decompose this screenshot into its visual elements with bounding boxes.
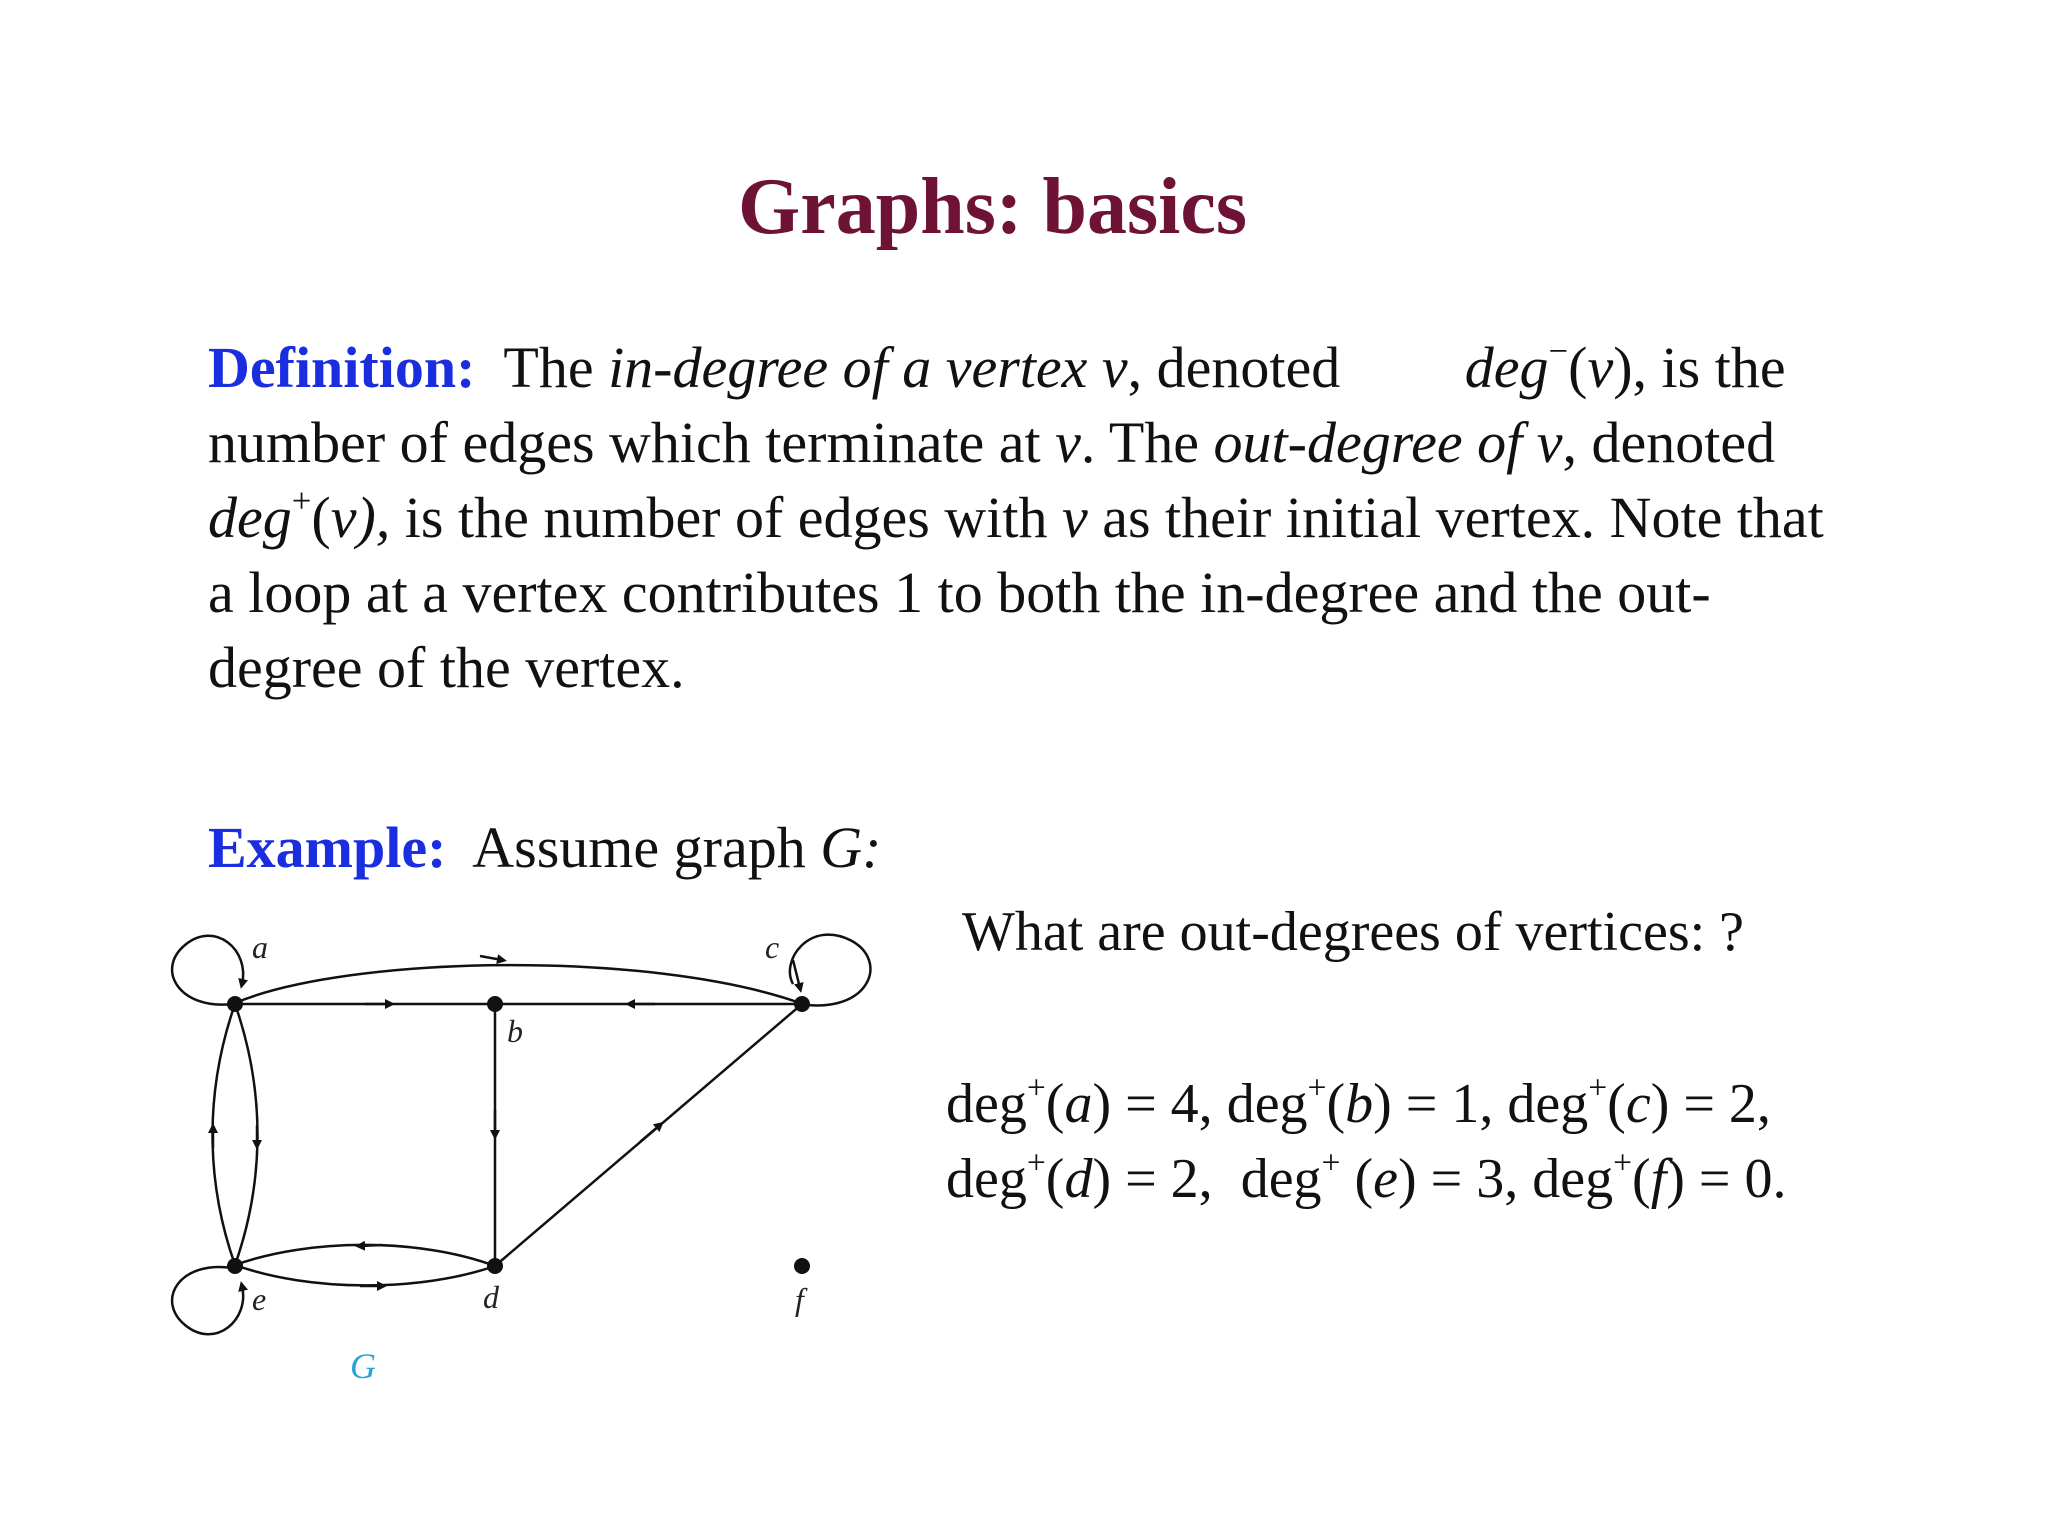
arrow-into-c [793,960,800,988]
answer-a-open-paren: ( [1045,1073,1065,1135]
answer-a-deg-plus-sup: + [1026,1069,1046,1107]
answer-c-deg-text: deg [1507,1073,1589,1135]
vertex-d [487,1258,503,1274]
vertex-label-c: c [765,929,780,965]
def-paren-open-2: ( [311,485,331,550]
answer-b-vertex-var: b [1345,1073,1374,1135]
def-text-3: , denoted [1127,335,1355,400]
answer-line-2 [946,1144,1787,1211]
answer-c-deg-plus-sup: + [1588,1069,1608,1107]
def-v-3: v [330,485,357,550]
arrow-a-c [480,956,502,960]
answer-d-deg-plus-sup: + [1026,1144,1046,1182]
def-text-1: The [503,335,609,400]
answer-b-open-paren: ( [1326,1073,1346,1135]
answer-e-vertex-var: e [1373,1148,1398,1210]
def-v-4: v [1061,485,1088,550]
edge-c-loop [790,935,870,1006]
answer-b-value-text: ) = 1, [1373,1073,1508,1135]
vertex-b [487,996,503,1012]
vertex-label-b: b [507,1013,523,1049]
answer-f-vertex-var: f [1650,1148,1667,1210]
def-text-18: is the number of edges with [390,485,1062,550]
def-v-1: v [1587,335,1614,400]
answer-c-value-text: ) = 2, [1650,1073,1771,1135]
edge-e-a-left [213,1004,236,1265]
edge-a-e-right [235,1004,258,1265]
def-text-10: . The [1080,410,1214,475]
arrow-d-e [360,1245,382,1246]
edge-a-loop [172,936,243,1005]
answer-e-deg-plus-sup: + [1321,1144,1341,1182]
graph-g-diagram [150,920,890,1400]
def-plus-sup: + [291,481,312,521]
def-text-8: ), is the number of edges which terminate at [208,335,1786,475]
answer-a-deg-text: deg [946,1073,1027,1135]
answer-a-value-text: ) = 4, [1092,1073,1227,1135]
definition-paragraph [208,330,1828,705]
vertex-label-e: e [252,1281,267,1317]
answer-c-vertex-var: c [1625,1073,1651,1135]
def-v-2: v [1055,410,1081,475]
answer-b-deg-plus-sup: + [1307,1069,1327,1107]
answer-d-vertex-var: d [1064,1148,1093,1210]
answer-d-deg-text: deg [946,1148,1027,1210]
answer-f-open-paren: ( [1632,1148,1651,1210]
def-text-12: , denoted [1562,410,1776,475]
answer-d-value-text: ) = 2, [1092,1148,1241,1210]
example-text: Assume graph [472,815,821,880]
answer-f-deg-text: deg [1532,1148,1614,1210]
def-minus-sup: − [1548,331,1569,371]
def-deg-plus: deg [208,485,292,550]
example-line [208,810,881,885]
answer-line-1 [946,1069,1771,1136]
answer-a-vertex-var: a [1064,1073,1093,1135]
def-paren-close-2: ), [356,485,391,550]
answer-d-open-paren: ( [1045,1148,1065,1210]
def-text-20: as their initial vertex. Note that a loop at a vertex contributes 1 to both the in-degree and the out-degree of the vertex. [208,485,1824,700]
edge-d-e-top [235,1245,495,1266]
answer-c-open-paren: ( [1607,1073,1626,1135]
slide-title: Graphs: basics [738,163,1247,251]
edge-e-loop [172,1267,243,1334]
question-text: What are out-degrees of vertices: ? [962,901,1745,963]
def-term-out-degree: out-degree of v [1213,410,1563,475]
edge-a-c-arc [235,965,800,1003]
answer-e-deg-text: deg [1240,1148,1322,1210]
answer-b-deg-text: deg [1226,1073,1308,1135]
edge-e-d-bottom [235,1265,495,1285]
example-label: Example: [208,815,447,880]
answer-f-value-text: ) = 0. [1666,1148,1787,1210]
answer-f-deg-plus-sup: + [1613,1144,1633,1182]
vertex-label-a: a [252,929,268,965]
graph-caption: G [350,1346,376,1386]
def-deg-minus: deg [1464,335,1549,400]
vertex-e [227,1258,243,1274]
answer-e-value-text: ) = 3, [1398,1148,1533,1210]
vertex-c [794,996,810,1012]
definition-label: Definition: [208,335,476,400]
vertex-label-f: f [795,1281,804,1317]
example-graph-name: G: [820,815,882,880]
answer-e-open-paren: ( [1340,1148,1374,1210]
vertex-a [227,996,243,1012]
arrow-d-c [640,1125,660,1142]
def-paren-open-1: ( [1568,335,1588,400]
vertex-label-d: d [483,1279,499,1315]
def-term-in-degree: in-degree of a vertex v [608,335,1128,400]
vertex-f [794,1258,810,1274]
